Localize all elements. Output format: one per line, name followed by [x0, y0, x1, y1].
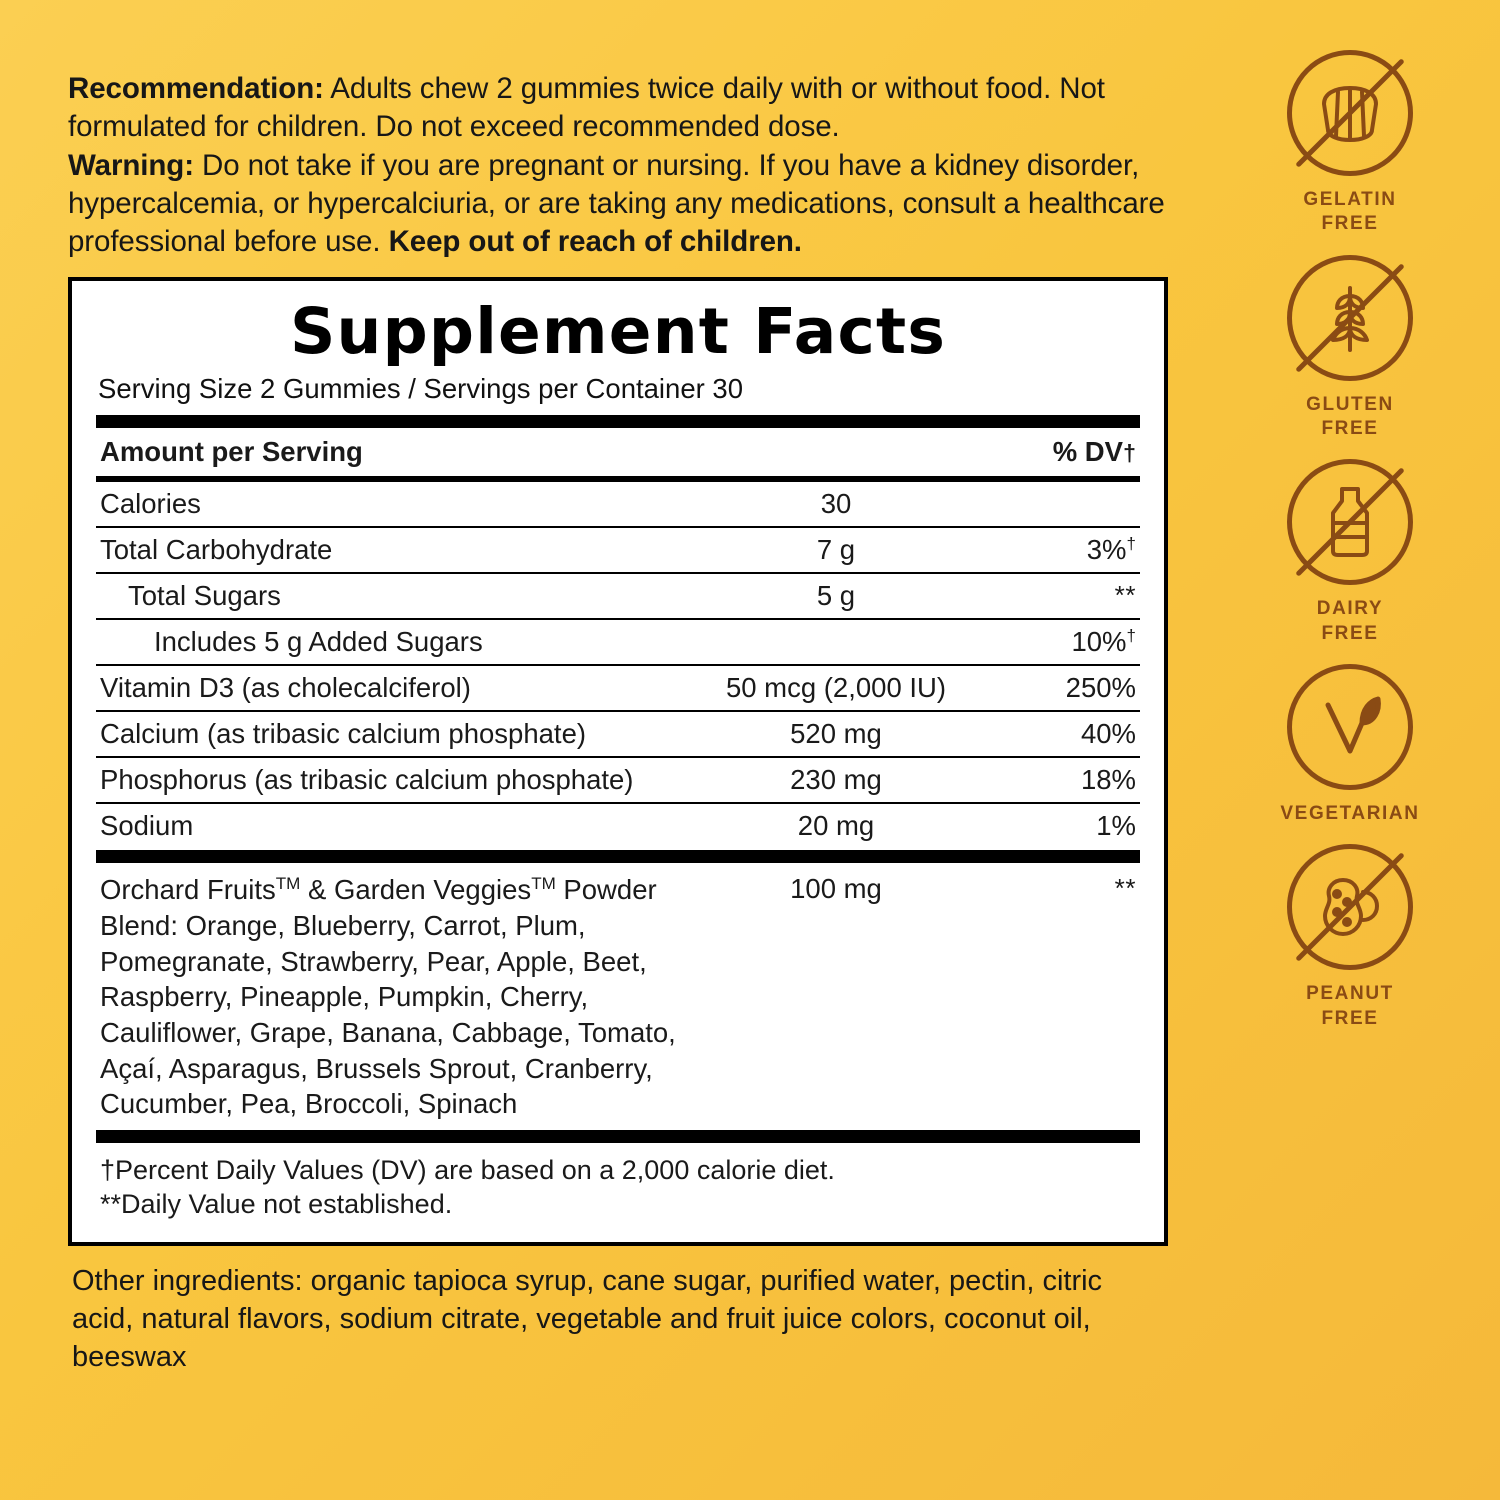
- table-row: [96, 711, 1140, 757]
- badge-vegetarian: [1250, 664, 1450, 826]
- nutrient-dv-mark: †: [1126, 626, 1136, 646]
- badge-caption: [1306, 393, 1394, 442]
- nutrient-amount: 20 mg: [797, 810, 875, 842]
- badge-caption: [1303, 188, 1396, 237]
- nutrient-dv: 250%: [986, 665, 1140, 711]
- milk-bottle-icon: [1287, 459, 1413, 585]
- nutrient-dv: [986, 527, 1140, 573]
- table-row: [96, 573, 1140, 619]
- blend-list-line: Raspberry, Pineapple, Pumpkin, Cherry,: [100, 981, 589, 1013]
- footnotes-block: [96, 1143, 1140, 1222]
- slash-overlay: [1295, 58, 1405, 168]
- nutrient-dv-mark: **: [1114, 580, 1136, 611]
- nutrient-name: Vitamin D3 (as cholecalciferol): [96, 665, 686, 711]
- table-header-row: [96, 428, 1140, 476]
- nutrient-dv: [986, 619, 1140, 665]
- nutrient-dv: 18%: [986, 757, 1140, 803]
- nutrient-amount: 50 mcg (2,000 IU): [686, 665, 986, 711]
- table-row-blend: [96, 863, 1140, 1128]
- table-row: [96, 803, 1140, 848]
- nutrient-dv: 1%: [1096, 810, 1136, 842]
- header-dv-text: % DV: [1052, 435, 1123, 467]
- divider-thick-blend: [96, 850, 1140, 863]
- nutrient-name: Includes 5 g Added Sugars: [96, 619, 686, 665]
- nutrient-amount: [686, 619, 986, 665]
- nutrient-name: Total Sugars: [96, 573, 686, 619]
- blend-list-line: Blend: Orange, Blueberry, Carrot, Plum,: [100, 909, 586, 941]
- blend-dv: [986, 863, 1140, 1128]
- warning-emphasis: Keep out of reach of children.: [388, 225, 802, 259]
- blend-dv-mark: **: [1114, 873, 1136, 904]
- header-dv-dagger: †: [1123, 439, 1136, 466]
- badge-caption: [1317, 597, 1383, 646]
- table-row: [96, 665, 1140, 711]
- badge-caption-line2: FREE: [1321, 417, 1379, 439]
- badge-caption: [1306, 982, 1394, 1031]
- advisory-block: [68, 70, 1176, 262]
- nutrient-amount: 30: [686, 482, 986, 527]
- nutrient-rows-table: [96, 482, 1140, 848]
- nutrient-amount: 230 mg: [686, 757, 986, 803]
- blend-name-part1: Orchard Fruits: [100, 874, 276, 906]
- blend-list-line: Cauliflower, Grape, Banana, Cabbage, Tomato,: [100, 1016, 676, 1048]
- badge-caption: [1280, 802, 1419, 826]
- nutrient-name: Calories: [96, 482, 686, 527]
- wheat-stalk-icon: [1287, 255, 1413, 381]
- peanut-icon: [1287, 844, 1413, 970]
- footnote-dv: †Percent Daily Values (DV) are based on a 2,000 calorie diet.: [100, 1154, 835, 1185]
- blend-table: [96, 863, 1140, 1128]
- blend-list-line: Cucumber, Pea, Broccoli, Spinach: [100, 1088, 518, 1120]
- blend-list-line: Pomegranate, Strawberry, Pear, Apple, Beet,: [100, 945, 647, 977]
- nutrient-dv: [986, 573, 1140, 619]
- badge-gluten-free: [1250, 255, 1450, 442]
- badge-caption-line1: DAIRY: [1316, 598, 1384, 620]
- blend-name-part2: & Garden Veggies: [300, 874, 532, 906]
- badge-caption-line1: VEGETARIAN: [1280, 802, 1420, 824]
- nutrient-amount: 5 g: [686, 573, 986, 619]
- other-ingredients: Other ingredients: organic tapioca syrup, cane sugar, purified water, pectin, citric acid, natural flavors, sodium citrate, vegetable and fruit juice colors, coconut oil, beeswax: [72, 1264, 1103, 1374]
- nutrient-dv-value: 3%: [1086, 534, 1127, 566]
- gelatin-mold-icon: [1287, 50, 1413, 176]
- nutrient-dv: 40%: [986, 711, 1140, 757]
- nutrient-amount: 7 g: [686, 527, 986, 573]
- badge-caption-line2: FREE: [1321, 622, 1379, 644]
- nutrient-amount: 520 mg: [686, 711, 986, 757]
- warning-label: Warning:: [68, 148, 194, 182]
- blend-tm-1: TM: [275, 874, 301, 894]
- badge-caption-line2: FREE: [1321, 213, 1379, 235]
- supplement-facts-title: Supplement Facts: [289, 294, 947, 368]
- header-percent-dv: [986, 428, 1140, 476]
- table-row: [96, 527, 1140, 573]
- blend-name: [100, 873, 686, 908]
- nutrient-name: Sodium: [100, 810, 194, 842]
- badge-dairy-free: [1250, 459, 1450, 646]
- supplement-facts-table: [96, 428, 1140, 476]
- table-row: [96, 757, 1140, 803]
- certification-badges: [1200, 0, 1500, 1500]
- recommendation-text: Adults chew 2 gummies twice daily with or without food. Not formulated for children. Do not exceed recommended dose.: [68, 72, 1105, 144]
- divider-thick-top: [96, 415, 1140, 428]
- badge-caption-line2: FREE: [1321, 1007, 1379, 1029]
- table-row: [96, 619, 1140, 665]
- badge-caption-line1: GLUTEN: [1306, 393, 1394, 415]
- serving-size-line: Serving Size 2 Gummies / Servings per Container 30: [98, 372, 744, 404]
- warning-text: Do not take if you are pregnant or nursing. If you have a kidney disorder, hypercalcemia, or hypercalciuria, or are taking any medications, consult a healthcare professional before use.: [68, 148, 1165, 259]
- blend-cell: [96, 863, 686, 1128]
- nutrient-name: Phosphorus (as tribasic calcium phosphate): [96, 757, 686, 803]
- header-spacer: [686, 428, 986, 476]
- badge-gelatin-free: [1250, 50, 1450, 237]
- supplement-facts-panel: [68, 277, 1168, 1246]
- blend-name-part3: Powder: [555, 874, 657, 906]
- nutrient-dv-value: 10%: [1071, 626, 1127, 658]
- blend-list-line: Açaí, Asparagus, Brussels Sprout, Cranberry,: [100, 1052, 653, 1084]
- blend-tm-2: TM: [531, 874, 556, 894]
- table-row: [96, 482, 1140, 527]
- badge-peanut-free: [1250, 844, 1450, 1031]
- leaf-sprout-icon: [1287, 664, 1413, 790]
- header-amount-per-serving: Amount per Serving: [100, 435, 363, 467]
- divider-thick-bottom: [96, 1130, 1140, 1143]
- footnote-not-established: **Daily Value not established.: [100, 1189, 453, 1220]
- nutrient-dv: [986, 482, 1140, 527]
- warning-paragraph: [68, 147, 1176, 262]
- blend-amount: 100 mg: [790, 873, 882, 905]
- recommendation-paragraph: [68, 70, 1176, 147]
- slash-overlay: [1295, 852, 1405, 962]
- nutrient-name: Calcium (as tribasic calcium phosphate): [96, 711, 686, 757]
- nutrient-name: Total Carbohydrate: [96, 527, 686, 573]
- recommendation-label: Recommendation:: [68, 72, 324, 105]
- badge-caption-line1: GELATIN: [1303, 189, 1397, 210]
- nutrient-dv-mark: †: [1126, 533, 1136, 553]
- badge-caption-line1: PEANUT: [1306, 983, 1394, 1005]
